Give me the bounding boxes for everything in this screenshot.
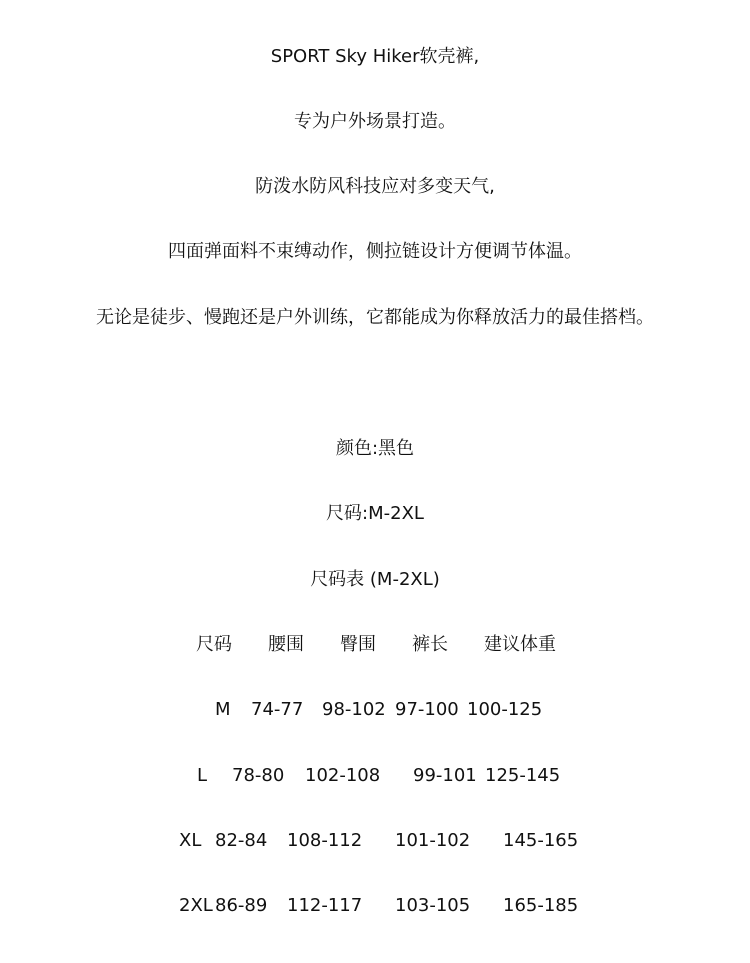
row-l-length: 99-101 [413,765,477,786]
row-2xl-size: 2XL [179,895,213,916]
row-xl-length: 101-102 [395,830,471,851]
row-m-waist: 74-77 [251,699,304,720]
row-2xl-weight: 165-185 [503,895,579,916]
row-xl-weight: 145-165 [503,830,579,851]
row-l-weight: 125-145 [485,765,561,786]
row-l-waist: 78-80 [232,765,285,786]
row-m-length: 97-100 [395,699,459,720]
row-2xl-length: 103-105 [395,895,471,916]
intro-line-1: SPORT Sky Hiker软壳裤, [270,46,480,67]
row-2xl-waist: 86-89 [215,895,268,916]
header-size: 尺码 [196,634,232,655]
intro-line-5: 无论是徒步、慢跑还是户外训练，它都能成为你释放活力的最佳搭档。 [96,307,654,328]
row-m-size: M [215,699,231,720]
row-l-size: L [197,765,208,786]
row-xl-waist: 82-84 [215,830,268,851]
intro-line-3: 防泼水防风科技应对多变天气, [255,176,495,197]
row-xl-size: XL [179,830,202,851]
header-weight: 建议体重 [484,634,556,655]
size-range-label: 尺码:M-2XL [326,503,424,524]
header-hip: 臀围 [340,634,376,655]
row-xl-hip: 108-112 [287,830,363,851]
header-length: 裤长 [412,634,448,655]
color-label: 颜色:黑色 [335,438,415,459]
intro-line-2: 专为户外场景打造。 [294,111,456,132]
row-2xl-hip: 112-117 [287,895,363,916]
row-m-hip: 98-102 [322,699,386,720]
size-table-title: 尺码表 (M-2XL) [310,569,440,590]
header-waist: 腰围 [268,634,304,655]
row-m-weight: 100-125 [467,699,543,720]
row-l-hip: 102-108 [305,765,381,786]
intro-line-4: 四面弹面料不束缚动作，侧拉链设计方便调节体温。 [168,241,582,262]
